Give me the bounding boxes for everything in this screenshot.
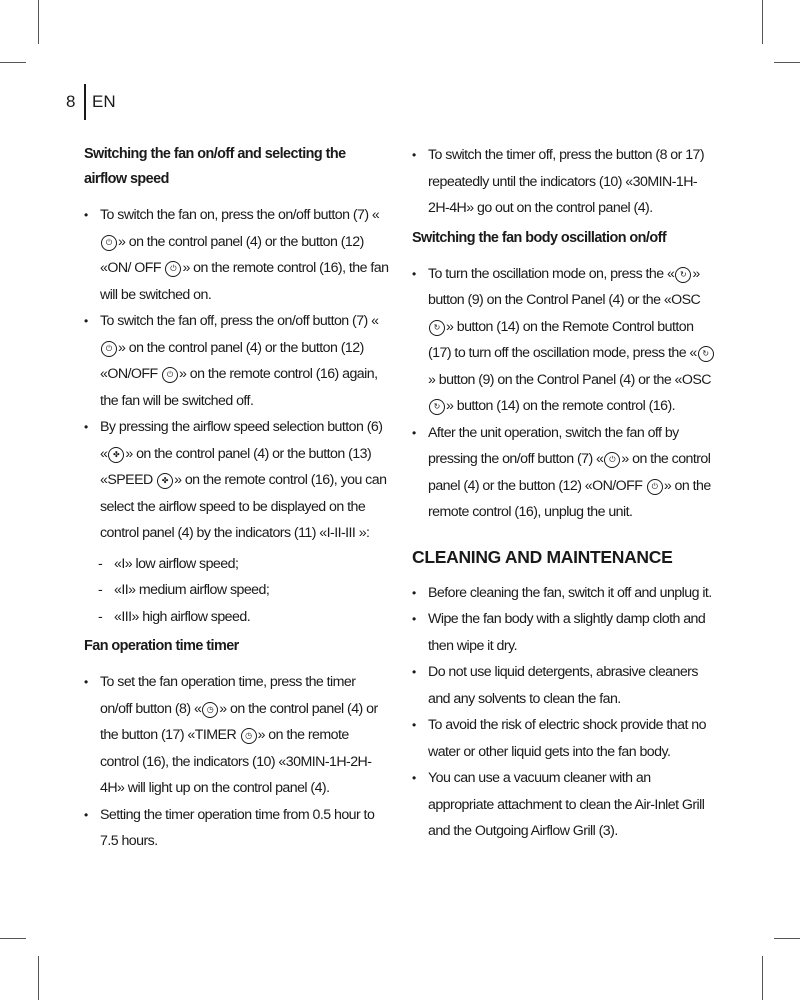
language-code: EN xyxy=(92,92,116,111)
right-column xyxy=(412,142,718,849)
power-icon: ⏻ xyxy=(604,452,620,468)
switching-list xyxy=(84,202,390,547)
list-item: - «III» high airflow speed. xyxy=(84,604,390,631)
timer-list-continued xyxy=(412,142,718,222)
crop-mark xyxy=(38,0,39,44)
heading-oscillation: Switching the fan body oscillation on/off xyxy=(412,229,667,246)
header-divider xyxy=(84,84,86,120)
crop-mark xyxy=(762,0,763,44)
list-item: • Before cleaning the fan, switch it off and unplug it. xyxy=(412,580,718,607)
list-item: • By pressing the airflow speed selection button (6) « ✤ » on the control panel (4) or the button (13) «SPEED ✤ » on the remote control (16), you can select the airflow speed to be displayed on the control panel (4) by the indicators (11) «I-II-III »: xyxy=(84,414,390,547)
list-item: • Do not use liquid detergents, abrasive cleaners and any solvents to clean the fan. xyxy=(412,659,718,712)
oscillation-icon: ↻ xyxy=(698,346,714,362)
list-item: • To switch the fan off, press the on/off button (7) «⏻ » on the control panel (4) or the button (12) «ON/OFF ⏻ » on the remote control (16) again, the fan will be switched off. xyxy=(84,308,390,414)
oscillation-icon: ↻ xyxy=(429,399,445,415)
list-item: • To set the fan operation time, press the timer on/off button (8) « ◷ » on the control panel (4) or the button (17) «TIMER ◷ » on the remote control (16), the indicators (10) «30MIN-1H-2H-4H» will light up on the control panel (4). xyxy=(84,669,390,802)
oscillation-icon: ↻ xyxy=(429,320,445,336)
crop-mark xyxy=(774,938,800,939)
fan-speed-icon: ✤ xyxy=(157,473,173,489)
crop-mark xyxy=(0,938,26,939)
timer-icon: ◷ xyxy=(241,728,257,744)
power-icon: ⏻ xyxy=(101,341,117,357)
list-item: • To avoid the risk of electric shock provide that no water or other liquid gets into the fan body. xyxy=(412,712,718,765)
crop-mark xyxy=(774,62,800,63)
list-item: • To switch the fan on, press the on/off button (7) «⏻ » on the control panel (4) or the button (12) «ON/ OFF ⏻ » on the remote control (16), the fan will be switched on. xyxy=(84,202,390,308)
list-item: • To switch the timer off, press the button (8 or 17) repeatedly until the indicators (10) «30MIN-1H-2H-4H» go out on the control panel (4). xyxy=(412,142,718,222)
list-item: - «II» medium airflow speed; xyxy=(84,577,390,604)
list-item: • After the unit operation, switch the fan off by pressing the on/off button (7) « ⏻ » on the control panel (4) or the button (12) «ON/OFF ⏻ » on the remote control (16), unplug the unit. xyxy=(412,420,718,526)
list-item: • Setting the timer operation time from 0.5 hour to 7.5 hours. xyxy=(84,802,390,855)
page-header xyxy=(66,84,116,120)
crop-mark xyxy=(762,956,763,1000)
speed-list xyxy=(84,551,390,631)
list-item: • You can use a vacuum cleaner with an appropriate attachment to clean the Air-Inlet Grill and the Outgoing Airflow Grill (3). xyxy=(412,765,718,845)
power-icon: ⏻ xyxy=(165,261,181,277)
heading-switching: Switching the fan on/off and selecting the airflow speed xyxy=(84,146,346,187)
cleaning-list xyxy=(412,580,718,845)
list-item: - «I» low airflow speed; xyxy=(84,551,390,578)
fan-speed-icon: ✤ xyxy=(108,447,124,463)
list-item: • Wipe the fan body with a slightly damp cloth and then wipe it dry. xyxy=(412,606,718,659)
power-icon: ⏻ xyxy=(101,235,117,251)
crop-mark xyxy=(0,62,26,63)
crop-mark xyxy=(38,956,39,1000)
oscillation-icon: ↻ xyxy=(675,267,691,283)
heading-cleaning: CLEANING AND MAINTENANCE xyxy=(412,546,673,567)
page-number: 8 xyxy=(66,92,76,111)
power-icon: ⏻ xyxy=(647,479,663,495)
timer-icon: ◷ xyxy=(202,702,218,718)
left-column xyxy=(84,142,390,859)
timer-list xyxy=(84,669,390,855)
heading-timer: Fan operation time timer xyxy=(84,638,239,654)
power-icon: ⏻ xyxy=(162,367,178,383)
list-item: • To turn the oscillation mode on, press the « ↻ » button (9) on the Control Panel (4) or the «OSC ↻ » button (14) on the Remote Control button (17) to turn off the oscillation mode, press the « ↻» button (9) on the Control Panel (4) or the «OSC ↻ » button (14) on the remote control (16). xyxy=(412,261,718,420)
oscillation-list xyxy=(412,261,718,526)
